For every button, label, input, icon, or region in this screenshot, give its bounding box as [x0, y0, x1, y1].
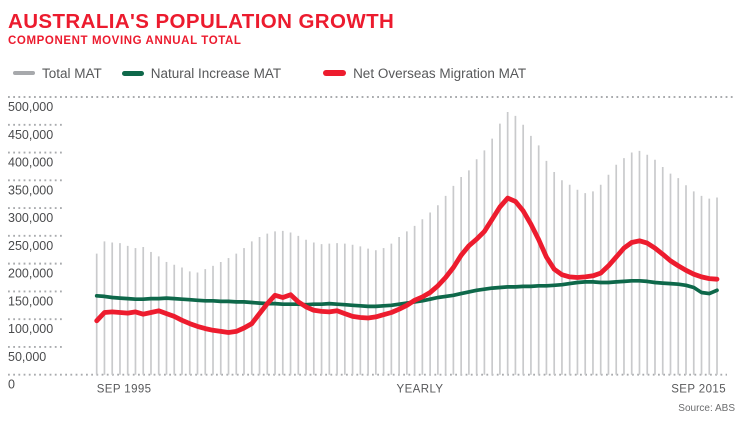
y-gridlines	[8, 97, 734, 375]
x-label-center: YEARLY	[396, 383, 444, 396]
legend-item-natural-increase-mat	[122, 66, 281, 81]
chart-legend	[13, 65, 546, 81]
y-tick-label: 500,000	[8, 100, 54, 114]
x-axis-labels	[97, 384, 726, 396]
y-tick-label: 450,000	[8, 127, 54, 142]
y-tick-label: 200,000	[8, 266, 54, 281]
y-tick-label: 150,000	[8, 294, 54, 309]
total-mat-marker-icon	[13, 71, 35, 75]
legend-label-natural-increase-mat: Natural Increase MAT	[150, 65, 282, 81]
x-label-start: SEP 1995	[96, 383, 152, 396]
legend-label-net-overseas-migration-mat: Net Overseas Migration MAT	[353, 65, 527, 81]
legend-item-total-mat	[13, 66, 102, 81]
net-overseas-migration-marker-icon	[323, 70, 346, 76]
x-label-end: SEP 2015	[671, 383, 726, 396]
y-tick-label: 300,000	[8, 211, 54, 226]
y-tick-label: 50,000	[8, 349, 47, 364]
total-mat-bars	[97, 112, 717, 375]
y-tick-label: 250,000	[8, 238, 54, 253]
source-attribution: Source: ABS	[678, 403, 735, 414]
y-tick-label: 0	[8, 377, 15, 392]
y-tick-label: 350,000	[8, 183, 54, 198]
legend-item-net-overseas-migration-mat	[323, 66, 526, 81]
page-subtitle: COMPONENT MOVING ANNUAL TOTAL	[8, 35, 242, 47]
natural-increase-marker-icon	[122, 71, 144, 76]
y-tick-label: 100,000	[8, 322, 54, 337]
y-axis-labels	[8, 100, 53, 392]
legend-label-total-mat: Total MAT	[42, 65, 102, 81]
page-title: AUSTRALIA'S POPULATION GROWTH	[8, 10, 395, 33]
y-tick-label: 400,000	[8, 155, 54, 170]
